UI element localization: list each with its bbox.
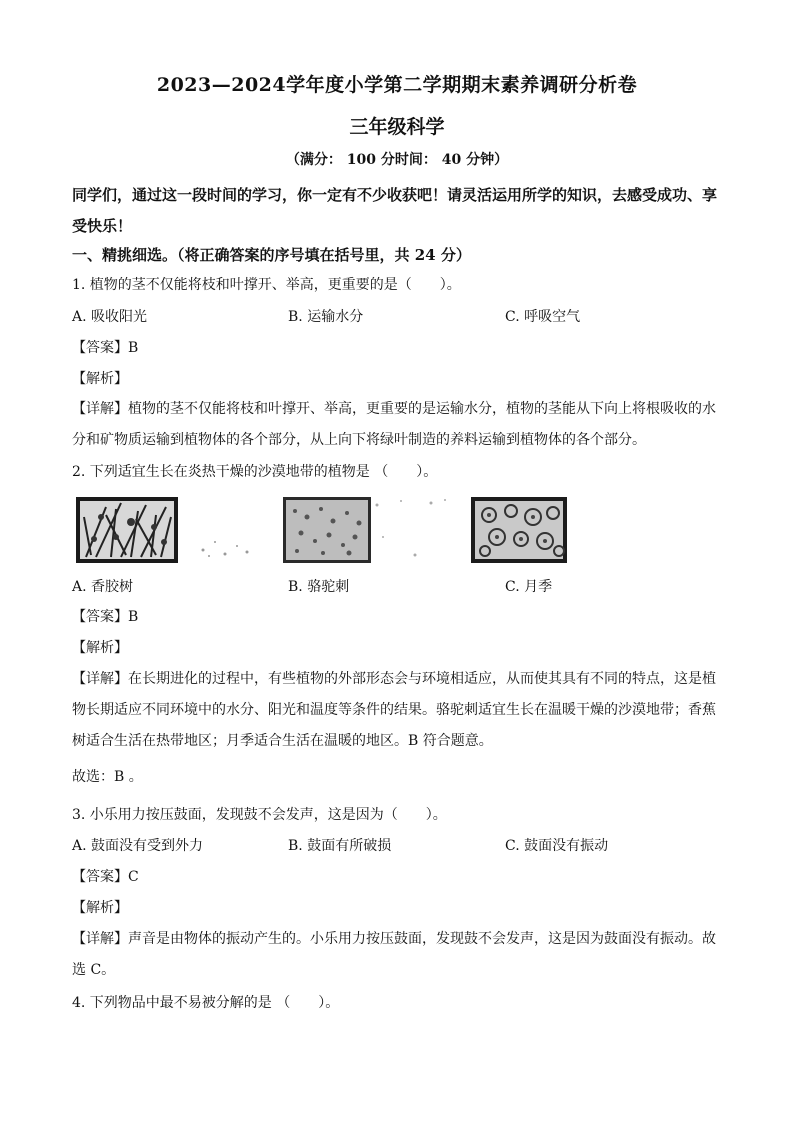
q4-stem: 4. 下列物品中最不易被分解的是 （ ）。	[72, 995, 340, 1011]
q3-option-a: A. 鼓面没有受到外力	[72, 838, 204, 854]
section-heading: 一、精挑细选。（将正确答案的序号填在括号里，共 24 分）	[72, 246, 471, 264]
q3-option-b: B. 鼓面有所破损	[288, 838, 392, 854]
q1-option-a: A. 吸收阳光	[72, 309, 148, 325]
q1-answer: 【答案】B	[72, 340, 139, 356]
q3-option-c: C. 鼓面没有振动	[505, 838, 609, 854]
q2-image-b	[283, 497, 371, 563]
q2-image-noise-2	[371, 497, 451, 563]
q2-option-a: A. 香胶树	[72, 579, 134, 595]
q2-image-c	[471, 497, 567, 563]
q1-option-c: C. 呼吸空气	[505, 309, 581, 325]
q2-option-c: C. 月季	[505, 579, 553, 595]
q2-detail: 【详解】在长期进化的过程中，有些植物的外部形态会与环境相适应，从而使其具有不同的特点，这是植物长期适应不同环境中的水分、阳光和温度等条件的结果。骆驼刺适宜生长在温暖干燥的沙漠地带；香蕉树适合生活在热带地区；月季适合生活在温暖的地区。B 符合题意。	[72, 671, 716, 749]
q3-detail: 【详解】声音是由物体的振动产生的。小乐用力按压鼓面，发现鼓不会发声，这是因为鼓面没有振动。故选 C。	[72, 931, 716, 978]
q1-analysis-label: 【解析】	[72, 371, 128, 387]
exam-title: 2023—2024学年度小学第二学期期末素养调研分析卷	[156, 74, 638, 96]
score-time-line: （满分： 100 分时间： 40 分钟）	[285, 152, 509, 168]
intro-text: 同学们，通过这一段时间的学习，你一定有不少收获吧！请灵活运用所学的知识，去感受成功、享受快乐！	[72, 186, 718, 235]
q2-analysis-label: 【解析】	[72, 640, 128, 656]
q2-option-b: B. 骆驼刺	[288, 579, 350, 595]
exam-subtitle: 三年级科学	[349, 116, 445, 138]
q2-image-a	[76, 497, 178, 563]
q3-answer: 【答案】C	[72, 869, 139, 885]
q2-answer: 【答案】B	[72, 609, 139, 625]
q2-image-noise-1	[195, 520, 255, 560]
q1-detail: 【详解】植物的茎不仅能将枝和叶撑开、举高，更重要的是运输水分，植物的茎能从下向上将根吸收的水分和矿物质运输到植物体的各个部分，从上向下将绿叶制造的养料运输到植物体的各个部分。	[72, 401, 716, 448]
q1-stem: 1. 植物的茎不仅能将枝和叶撑开、举高，更重要的是（ ）。	[72, 277, 461, 293]
q1-option-b: B. 运输水分	[288, 309, 364, 325]
q3-analysis-label: 【解析】	[72, 900, 128, 916]
q2-conclusion: 故选：B 。	[72, 769, 143, 785]
q3-stem: 3. 小乐用力按压鼓面，发现鼓不会发声，这是因为（ ）。	[72, 807, 447, 823]
q2-stem: 2. 下列适宜生长在炎热干燥的沙漠地带的植物是 （ ）。	[72, 464, 438, 480]
